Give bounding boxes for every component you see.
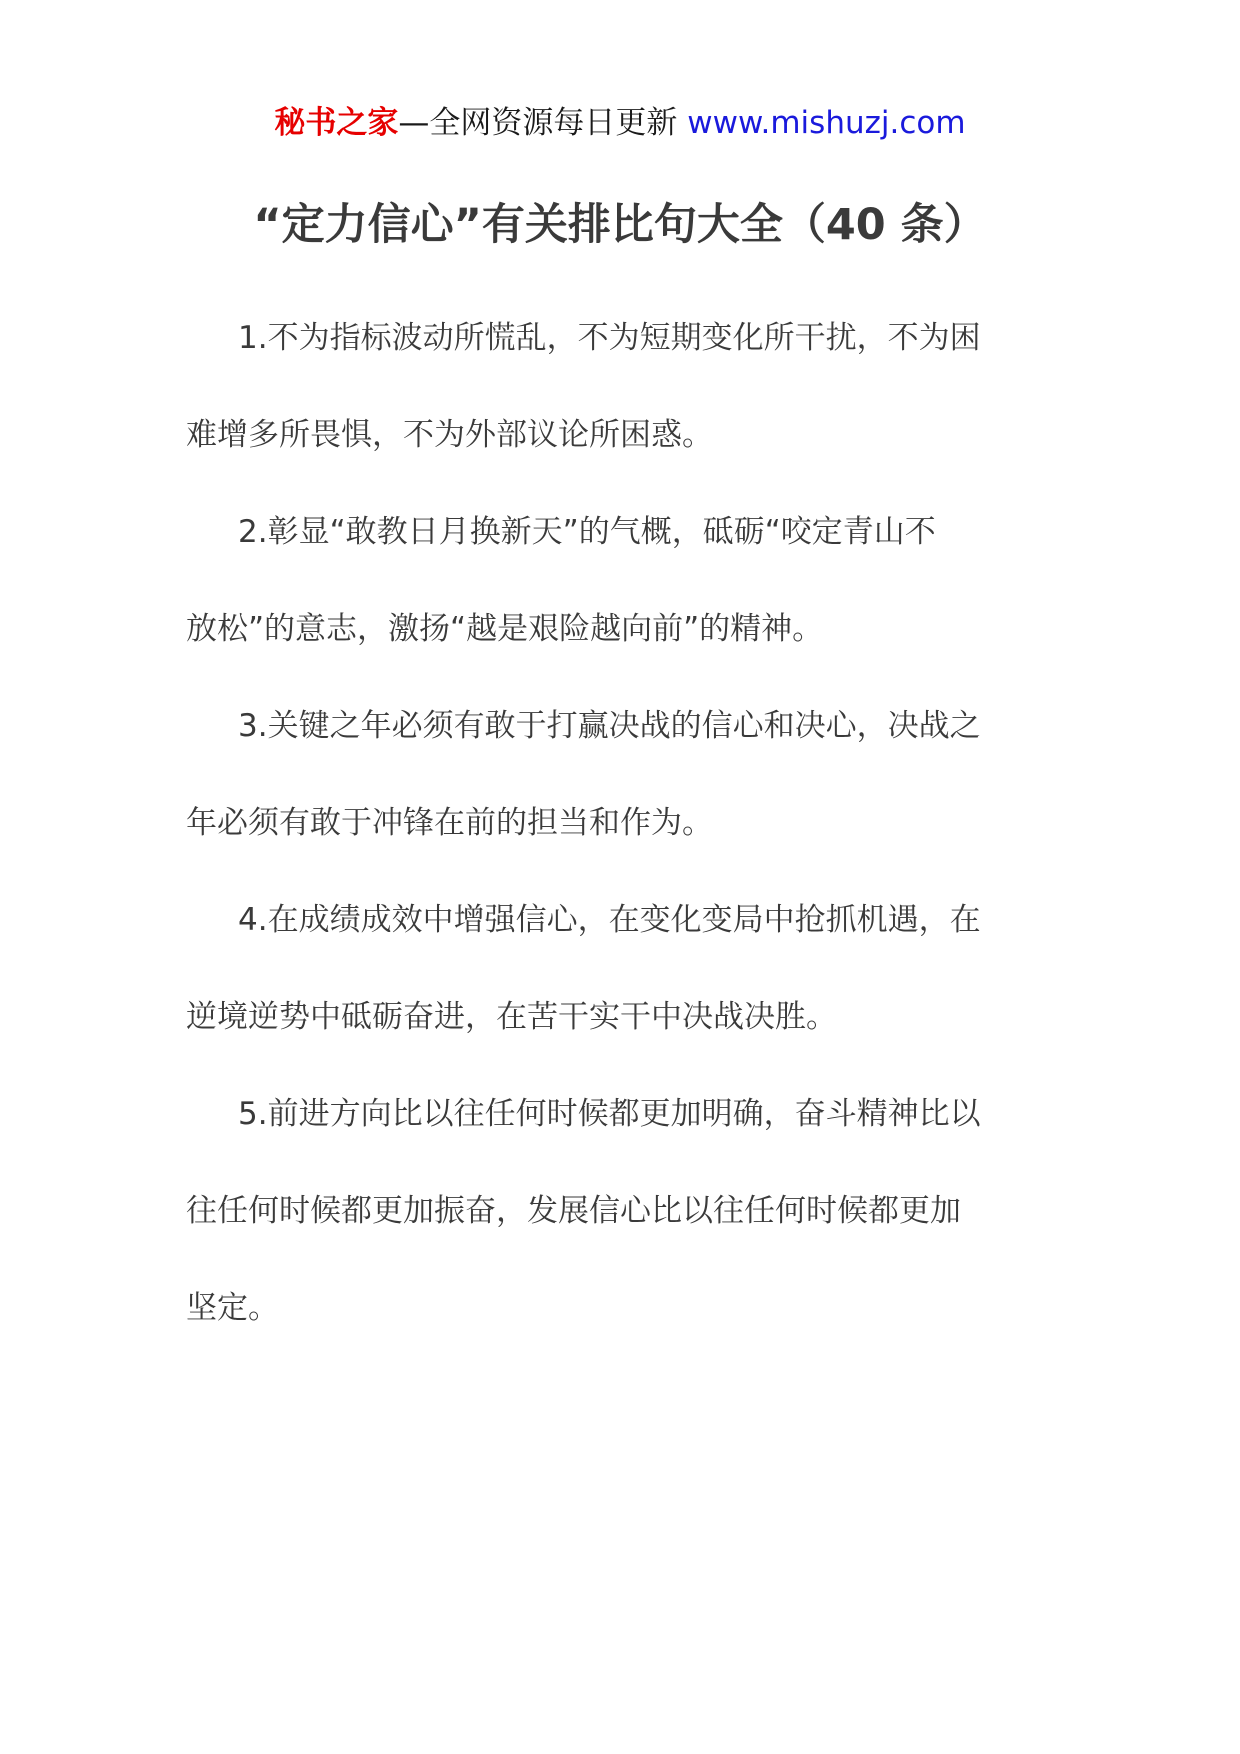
paragraph-line: 坚定。 [186, 1290, 279, 1326]
paragraph-line: 1.不为指标波动所慌乱，不为短期变化所干扰，不为困 [238, 320, 981, 356]
paragraph-line: 2.彰显“敢教日月换新天”的气概，砥砺“咬定青山不 [238, 514, 936, 550]
document-title: “定力信心”有关排比句大全（40 条） [253, 200, 987, 250]
document-body [186, 290, 1056, 1357]
site-url-link[interactable]: www.mishuzj.com [687, 105, 966, 141]
paragraph-4 [186, 872, 1056, 1066]
paragraph-1 [186, 290, 1056, 484]
paragraph-5 [186, 1066, 1056, 1357]
site-header [0, 100, 1240, 146]
paragraph-line: 年必须有敢于冲锋在前的担当和作为。 [186, 805, 713, 841]
site-tagline: —全网资源每日更新 [398, 105, 678, 141]
paragraph-line: 3.关键之年必须有敢于打赢决战的信心和决心，决战之 [238, 708, 981, 744]
paragraph-line: 逆境逆势中砥砺奋进，在苦干实干中决战决胜。 [186, 999, 837, 1035]
paragraph-2 [186, 484, 1056, 678]
paragraph-line: 难增多所畏惧，不为外部议论所困惑。 [186, 417, 713, 453]
paragraph-line: 往任何时候都更加振奋，发展信心比以往任何时候都更加 [186, 1193, 961, 1229]
site-brand: 秘书之家 [274, 105, 399, 141]
paragraph-line: 4.在成绩成效中增强信心，在变化变局中抢抓机遇，在 [238, 902, 981, 938]
paragraph-3 [186, 678, 1056, 872]
paragraph-line: 放松”的意志，激扬“越是艰险越向前”的精神。 [186, 611, 824, 647]
paragraph-line: 5.前进方向比以往任何时候都更加明确，奋斗精神比以 [238, 1096, 981, 1132]
